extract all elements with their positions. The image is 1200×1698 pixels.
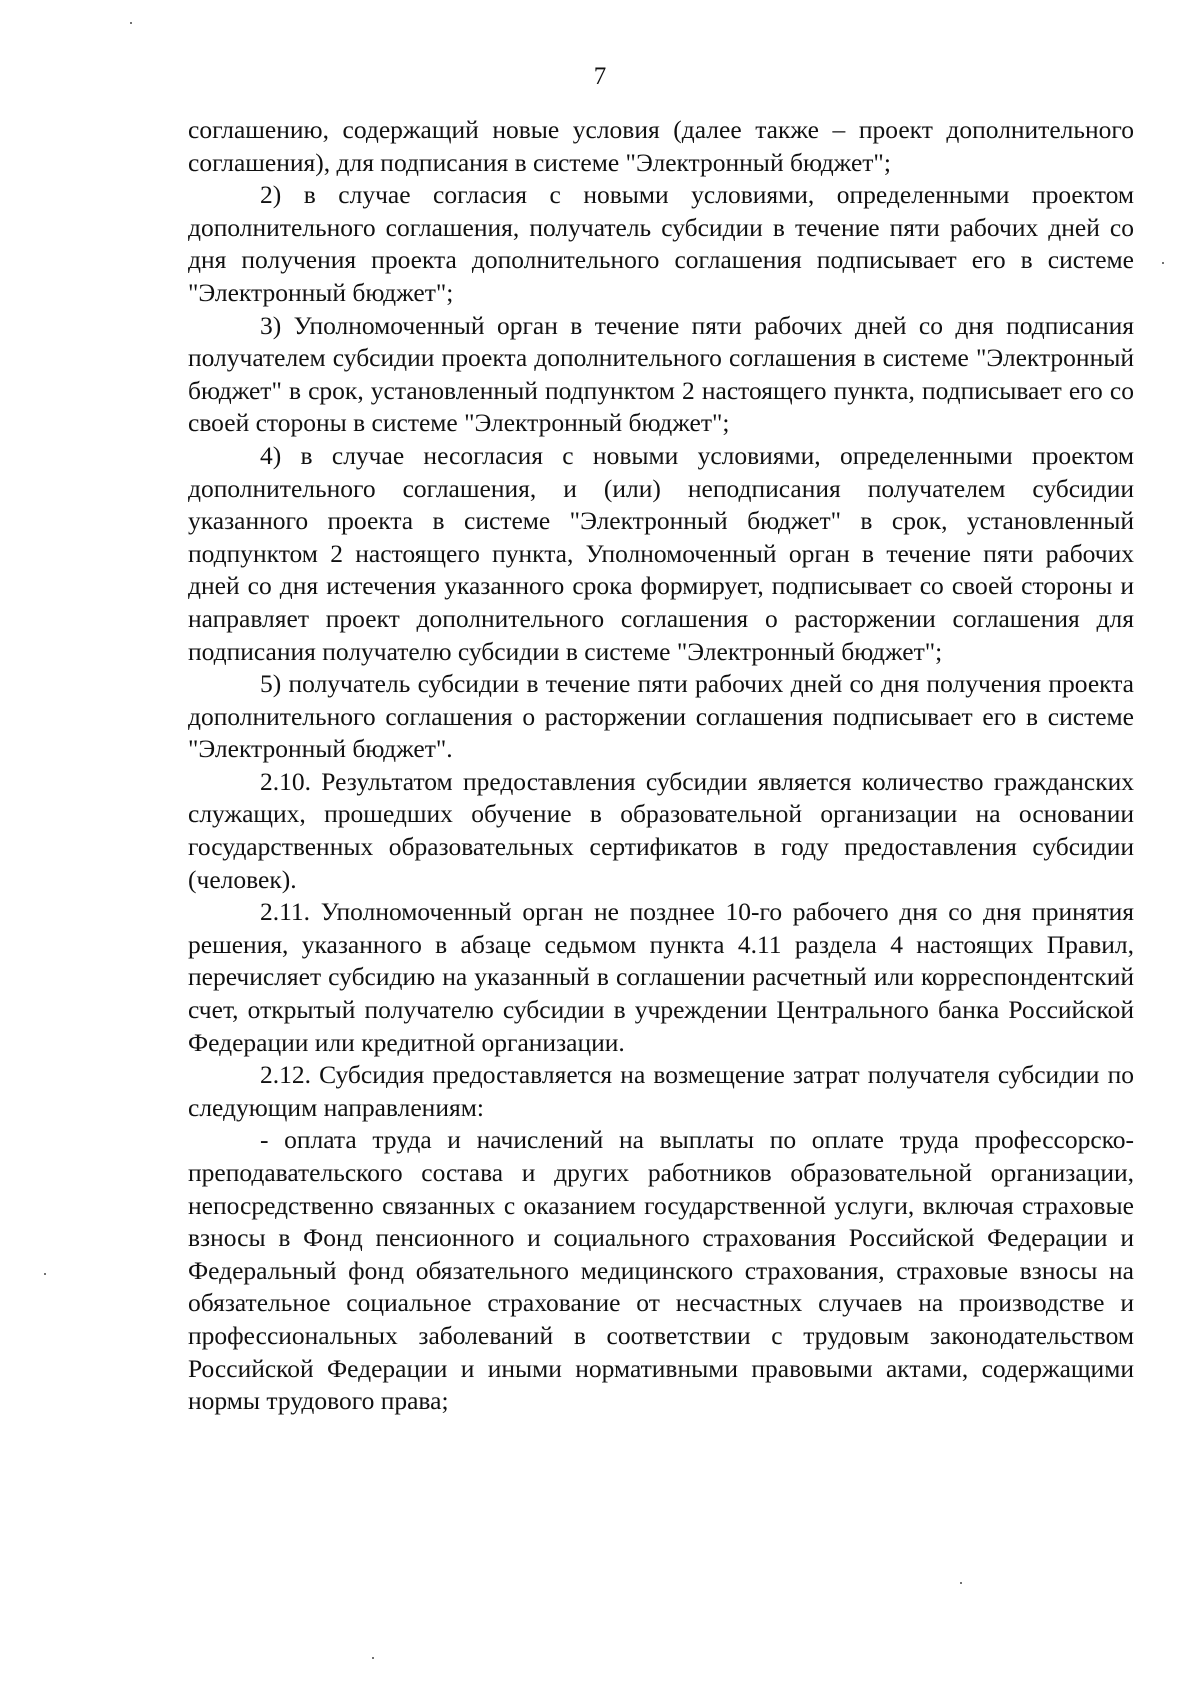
paragraph-2-12: 2.12. Субсидия предоставляется на возмещение затрат получателя субсидии по следующим направлениям: bbox=[188, 1060, 1134, 1122]
document-body bbox=[188, 114, 1134, 1418]
paragraph-subitem-3: 3) Уполномоченный орган в течение пяти рабочих дней со дня подписания получателем субсидии проекта дополнительного соглашения в системе "Электронный бюджет" в срок, установленный подпунктом 2 настоящего пункта, подписывает его со своей стороны в системе "Электронный бюджет"; bbox=[188, 310, 1134, 438]
paragraph-subitem-2: 2) в случае согласия с новыми условиями, определенными проектом дополнительного соглашения, получатель субсидии в течение пяти рабочих дней со дня получения проекта дополнительного соглашения подписывает его в системе "Электронный бюджет"; bbox=[188, 180, 1134, 307]
paragraph-expense-item: - оплата труда и начислений на выплаты по оплате труда профессорско-преподавательского состава и других работников образовательной организации, непосредственно связанных с оказанием государственной услуги, включая страховые взносы в Фонд пенсионного и социального страхования Российской Федерации и Федеральный фонд обязательного медицинского страхования, страховые взносы на обязательное социальное страхование от несчастных случаев на производстве и профессиональных заболеваний в соответствии с трудовым законодательством Российской Федерации и иными нормативными правовыми актами, содержащими нормы трудового права; bbox=[188, 1125, 1134, 1416]
paragraph-2-11: 2.11. Уполномоченный орган не позднее 10-го рабочего дня со дня принятия решения, указанного в абзаце седьмом пункта 4.11 раздела 4 настоящих Правил, перечисляет субсидию на указанный в соглашении расчетный или корреспондентский счет, открытый получателю субсидии в учреждении Центрального банка Российской Федерации или кредитной организации. bbox=[188, 897, 1134, 1057]
scan-speck bbox=[960, 1582, 962, 1584]
paragraph-2-10: 2.10. Результатом предоставления субсидии является количество гражданских служащих, прошедших обучение в образовательной организации на основании государственных образовательных сертификатов в году предоставления субсидии (человек). bbox=[188, 766, 1134, 894]
scan-speck bbox=[44, 1273, 46, 1275]
scan-speck bbox=[372, 1657, 374, 1659]
paragraph-subitem-4: 4) в случае несогласия с новыми условиями, определенными проектом дополнительного соглашения, и (или) неподписания получателем субсидии указанного проекта в системе "Электронный бюджет" в срок, установленный подпунктом 2 настоящего пункта, Уполномоченный орган в течение пяти рабочих дней со дня истечения указанного срока формирует, подписывает со своей стороны и направляет проект дополнительного соглашения о расторжении соглашения для подписания получателю субсидии в системе "Электронный бюджет"; bbox=[188, 440, 1134, 666]
paragraph-subitem-5: 5) получатель субсидии в течение пяти рабочих дней со дня получения проекта дополнительного соглашения о расторжении соглашения подписывает его в системе "Электронный бюджет". bbox=[188, 669, 1134, 764]
scan-speck bbox=[1162, 262, 1164, 264]
paragraph-continuation: соглашению, содержащий новые условия (далее также – проект дополнительного соглашения), для подписания в системе "Электронный бюджет"; bbox=[188, 115, 1134, 177]
page-number: 7 bbox=[593, 63, 607, 90]
scan-speck bbox=[130, 22, 132, 24]
